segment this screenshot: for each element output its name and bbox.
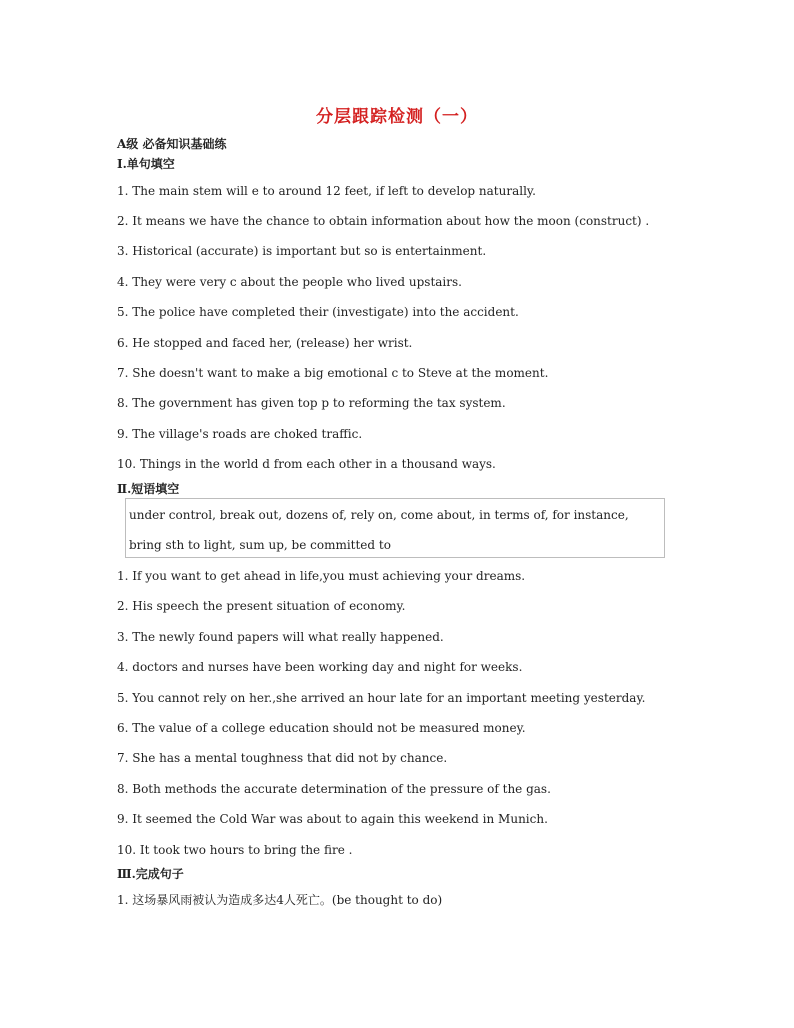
section2-item-10: 10. It took two hours to bring the fire . [117, 843, 353, 857]
section2-item-1: 1. If you want to get ahead in life,you must achieving your dreams. [117, 569, 526, 583]
section2-heading: Ⅱ.短语填空 [117, 482, 180, 496]
section2-item-6: 6. The value of a college education should not be measured money. [117, 721, 526, 735]
section1-item-8: 8. The government has given top p to reforming the tax system. [117, 396, 506, 410]
section1-item-2: 2. It means we have the chance to obtain information about how the moon (construct) . [117, 214, 650, 228]
section1-heading: Ⅰ.单句填空 [117, 157, 175, 171]
phrase-box-line-1: under control, break out, dozens of, rely on, come about, in terms of, for instance, [129, 508, 629, 522]
phrase-box-line-2: bring sth to light, sum up, be committed to [129, 538, 391, 552]
section2-item-7: 7. She has a mental toughness that did not by chance. [117, 751, 448, 765]
section1-item-9: 9. The village's roads are choked traffic. [117, 427, 363, 441]
section3-item-1: 1. 这场暴风雨被认为造成多达4人死亡。(be thought to do) [117, 893, 443, 907]
section2-item-8: 8. Both methods the accurate determination of the pressure of the gas. [117, 782, 551, 796]
section1-item-1: 1. The main stem will e to around 12 feet, if left to develop naturally. [117, 184, 536, 198]
section1-item-7: 7. She doesn't want to make a big emotional c to Steve at the moment. [117, 366, 549, 380]
level-label: A级 必备知识基础练 [117, 137, 227, 151]
section3-heading: Ⅲ.完成句子 [117, 867, 184, 881]
section2-item-5: 5. You cannot rely on her.,she arrived an hour late for an important meeting yesterday. [117, 691, 646, 705]
section1-item-4: 4. They were very c about the people who lived upstairs. [117, 275, 462, 289]
section2-item-9: 9. It seemed the Cold War was about to again this weekend in Munich. [117, 812, 548, 826]
phrase-box [125, 498, 665, 558]
section1-item-3: 3. Historical (accurate) is important but so is entertainment. [117, 244, 487, 258]
page-title: 分层跟踪检测（一） [316, 107, 478, 127]
section1-item-5: 5. The police have completed their (investigate) into the accident. [117, 305, 519, 319]
section1-item-10: 10. Things in the world d from each other in a thousand ways. [117, 457, 496, 471]
section2-item-3: 3. The newly found papers will what really happened. [117, 630, 444, 644]
section1-item-6: 6. He stopped and faced her, (release) her wrist. [117, 336, 413, 350]
section2-item-2: 2. His speech the present situation of economy. [117, 599, 406, 613]
section2-item-4: 4. doctors and nurses have been working day and night for weeks. [117, 660, 523, 674]
